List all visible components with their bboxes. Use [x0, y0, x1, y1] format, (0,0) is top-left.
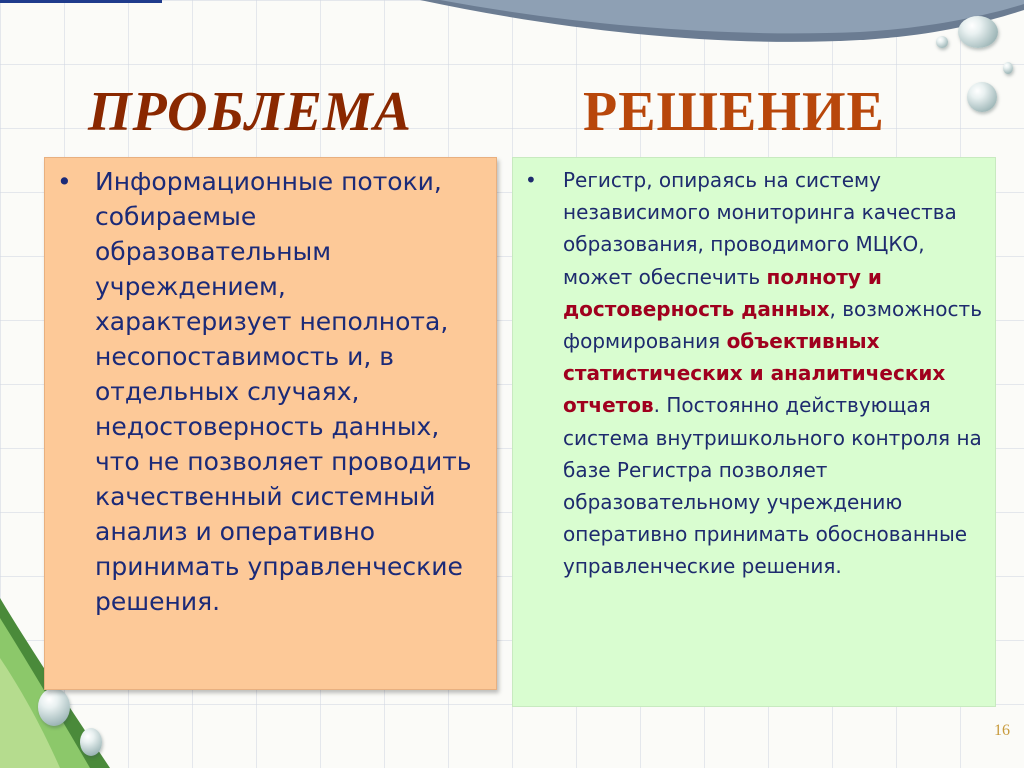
water-drop-6 [80, 728, 102, 756]
bullet-marker: • [57, 167, 72, 196]
solution-heading: РЕШЕНИЕ [583, 81, 885, 143]
top-swoosh-decoration [0, 0, 1024, 80]
water-drop-4 [1003, 62, 1013, 74]
solution-highlight-completeness: полноту и достоверность данных [563, 264, 882, 321]
water-drop-2 [936, 36, 948, 48]
solution-text-part2: , возможность формирования [563, 296, 982, 354]
water-drop-3 [967, 82, 997, 112]
solution-highlight-reports: объективных статистических и аналитических отчетов [563, 329, 946, 418]
solution-text-part1: Регистр, опираясь на систему независимого мониторинга качества образования, проводимого МЦКО, может обеспечить [563, 168, 957, 289]
solution-text [563, 164, 993, 583]
problem-heading: ПРОБЛЕМА [88, 81, 412, 143]
solution-box [512, 157, 996, 707]
water-drop-1 [958, 16, 998, 48]
problem-box [44, 157, 497, 690]
page-number: 16 [994, 722, 1010, 739]
solution-text-part3: . Постоянно действующая система внутришкольного контроля на базе Регистра позволяет образовательному учреждению оперативно принимать обоснованные управленческие решения. [563, 393, 982, 579]
problem-text: Информационные потоки, собираемые образовательным учреждением, характеризует неполнота, несопоставимость и, в отдельных случаях, недостоверность данных, что не позволяет проводить качественный системный анализ и оперативно принимать управленческие решения. [95, 167, 472, 616]
bullet-marker: • [525, 168, 537, 192]
water-drop-5 [38, 688, 70, 726]
